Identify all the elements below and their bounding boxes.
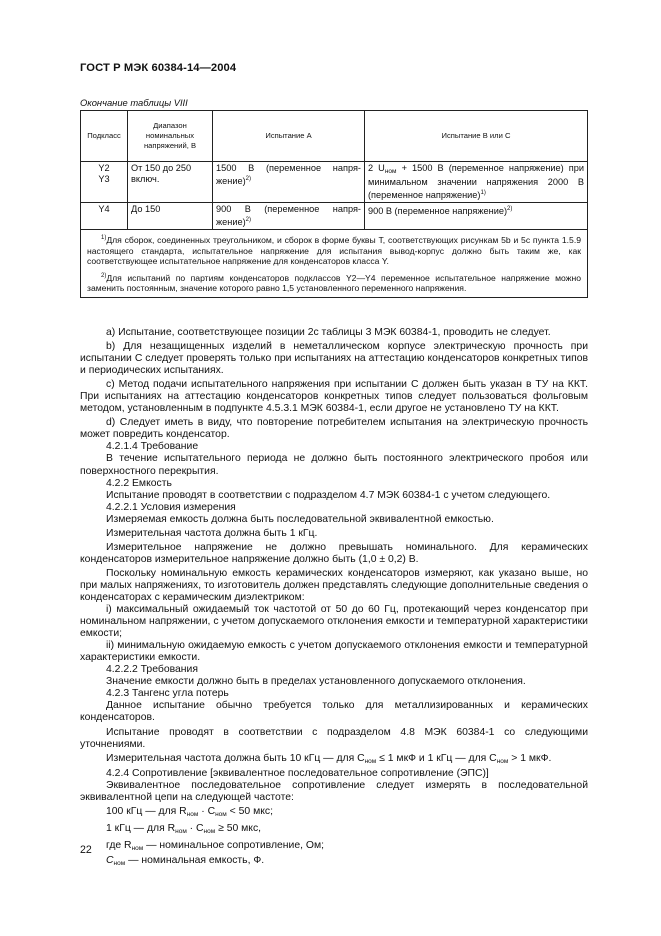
section-heading: 4.2.2 Емкость: [106, 477, 172, 489]
subscript: ном: [113, 859, 126, 867]
text-run: — номинальное сопротивление, Ом;: [143, 839, 324, 851]
column-header: Испытание А: [213, 111, 365, 162]
paragraph: Измерительное напряжение не должно превышать номинального. Для керамических конденсаторов измерительное напряжение должно быть (1,0 ± 0,2) В.: [80, 541, 588, 565]
footnote-ref: 1): [480, 190, 486, 196]
body-text: [80, 327, 588, 870]
test-voltage-table: [80, 110, 588, 298]
text-run: 100 кГц — для R: [106, 805, 187, 817]
table-footnotes-row: [81, 230, 588, 298]
subscript: ном: [175, 827, 187, 835]
column-header: Диапазон номинальных напряжений, В: [128, 111, 213, 162]
subclass-value: Y3: [98, 174, 110, 184]
paragraph: b) Для незащищенных изделий в неметаллическом корпусе электрическую прочность при испытании С следует проверять только при испытаниях на аттестацию конденсаторов конкретных типов и периодических испытаниях.: [80, 341, 588, 377]
text-run: ≤ 1 мкФ и 1 кГц — для C: [376, 752, 497, 764]
formula-line: [80, 806, 588, 821]
footnote-text: Для испытаний по партиям конденсаторов подклассов Y2—Y4 переменное испытательное напряжение можно заменить постоянным, значение которого равно 1,5 установленного переменного напряжения.: [87, 272, 581, 294]
test-bc-text: + 1500 В (переменное напряжение) при минимальном значении напряжения 2000 В (переменное напряжение): [368, 163, 584, 201]
definition-line: [80, 840, 588, 855]
footnote-mark: 1): [101, 235, 107, 242]
paragraph: Испытание проводят в соответствии с подразделом 4.8 МЭК 60384-1 со следующими уточнениями.: [80, 726, 588, 750]
test-bc-text: 900 В (переменное напряжение): [368, 206, 508, 217]
formula-line: [80, 823, 588, 838]
paragraph: i) максимальный ожидаемый ток частотой от 50 до 60 Гц, протекающий через конденсатор при номинальном напряжении, с учетом допускаемого отклонения емкости и температурной характеристики емкости;: [80, 604, 588, 640]
paragraph: Эквивалентное последовательное сопротивление следует измерять в последовательной эквивалентной цепи на следующей частоте:: [80, 779, 588, 803]
section-heading: 4.2.3 Тангенс угла потерь: [106, 688, 229, 700]
subscript: ном: [186, 810, 199, 818]
paragraph: Измерительная частота должна быть 1 кГц.: [106, 527, 318, 539]
subscript: ном: [215, 810, 227, 818]
subscript: ном: [364, 757, 377, 765]
paragraph: a) Испытание, соответствующее позиции 2c таблицы 3 МЭК 60384-1, проводить не следует.: [106, 327, 551, 338]
test-a-cell: [213, 203, 365, 230]
subscript: ном: [131, 844, 144, 852]
paragraph: [80, 753, 588, 768]
footnotes-cell: [81, 230, 588, 298]
test-a-text: 1500 В (переменное напря-жение): [216, 163, 361, 187]
paragraph: d) Следует иметь в виду, что повторение потребителем испытания на электрическую прочность может повредить конденсатор.: [80, 417, 588, 441]
test-a-text: 900 В (переменное напря-жение): [216, 204, 361, 228]
text-run: C: [106, 854, 114, 866]
subscript: ном: [384, 168, 397, 175]
test-bc-text: 2 U: [368, 163, 385, 173]
test-a-cell: [213, 162, 365, 203]
text-run: где R: [106, 839, 132, 851]
paragraph: Испытание проводят в соответствии с подразделом 4.7 МЭК 60384-1 с учетом следующего.: [106, 489, 551, 501]
subclass-cell: [81, 203, 128, 230]
paragraph: Данное испытание обычно требуется только для металлизированных и керамических конденсаторов.: [80, 700, 588, 724]
subscript: ном: [496, 757, 509, 765]
footnote-ref: 2): [245, 217, 251, 224]
subclass-value: Y4: [98, 204, 110, 215]
table-caption: Окончание таблицы VIII: [80, 97, 188, 108]
footnote-ref: 2): [245, 176, 251, 182]
section-heading: 4.2.1.4 Требование: [106, 441, 199, 453]
footnote: [84, 271, 584, 294]
footnote-mark: 2): [101, 272, 107, 279]
subscript: ном: [203, 827, 216, 835]
paragraph: Значение емкости должно быть в пределах установленного допускаемого отклонения.: [106, 676, 526, 688]
column-header: Подкласс: [81, 111, 128, 162]
column-header: Испытание В или С: [365, 111, 588, 162]
text-run: · C: [198, 805, 216, 817]
section-heading: 4.2.2.2 Требования: [106, 664, 198, 676]
text-run: — номинальная емкость, Ф.: [125, 854, 265, 866]
test-bc-cell: [365, 203, 588, 230]
footnote-ref: 2): [507, 206, 513, 213]
text-run: Измерительная частота должна быть 10 кГц — для C: [106, 752, 365, 764]
subclass-cell: [81, 162, 128, 203]
subclass-value: Y2: [98, 163, 110, 173]
section-heading: 4.2.4 Сопротивление [эквивалентное последовательное сопротивление (ЭПС)]: [106, 767, 489, 779]
definition-line: [80, 855, 588, 870]
footnote-text: Для сборок, соединенных треугольником, и сборок в форме буквы Т, соответствующих рисункам 5b и 5c пункта 1.5.9 настоящего стандарта, испытательное напряжение для испытания вывод-корпус должно быть таким же, как соответствующее испытательное напряжение для конденсаторов класса Y.: [87, 234, 581, 267]
text-run: 1 кГц — для R: [106, 822, 176, 834]
text-run: · C: [186, 822, 204, 834]
paragraph: В течение испытательного периода не должно быть постоянного электрического пробоя или поверхностного перекрытия.: [80, 453, 588, 477]
page-number: 22: [80, 844, 92, 856]
range-cell: До 150: [128, 203, 213, 230]
table-row: [81, 162, 588, 203]
paragraph: Измеряемая емкость должна быть последовательной эквивалентной емкостью.: [106, 513, 494, 525]
paragraph: Поскольку номинальную емкость керамических конденсаторов измеряют, как указано выше, но при малых напряжениях, то изготовитель должен представлять следующие дополнительные сведения о конденсаторах с керамическим диэлектриком:: [80, 567, 588, 603]
footnote: [84, 233, 584, 267]
test-bc-cell: [365, 162, 588, 203]
paragraph: ii) минимальную ожидаемую емкость с учетом допускаемого отклонения емкости и температурной характеристики емкости.: [80, 640, 588, 664]
paragraph: c) Метод подачи испытательного напряжения при испытании С должен быть указан в ТУ на ККТ. При испытаниях на аттестацию конденсаторов конкретных типов следует пользоваться фольговым методом, установленным в подпункте 4.5.3.1 МЭК 60384-1, если другое не установлено ТУ на ККТ.: [80, 379, 588, 415]
text-run: < 50 мкс;: [226, 805, 273, 817]
table-row: [81, 203, 588, 230]
table-header-row: [81, 111, 588, 162]
text-run: ≥ 50 мкс,: [215, 822, 262, 834]
text-run: > 1 мкФ.: [508, 752, 552, 764]
document-header: ГОСТ Р МЭК 60384-14—2004: [80, 62, 237, 74]
section-heading: 4.2.2.1 Условия измерения: [106, 501, 236, 513]
range-cell: От 150 до 250 включ.: [128, 162, 213, 203]
